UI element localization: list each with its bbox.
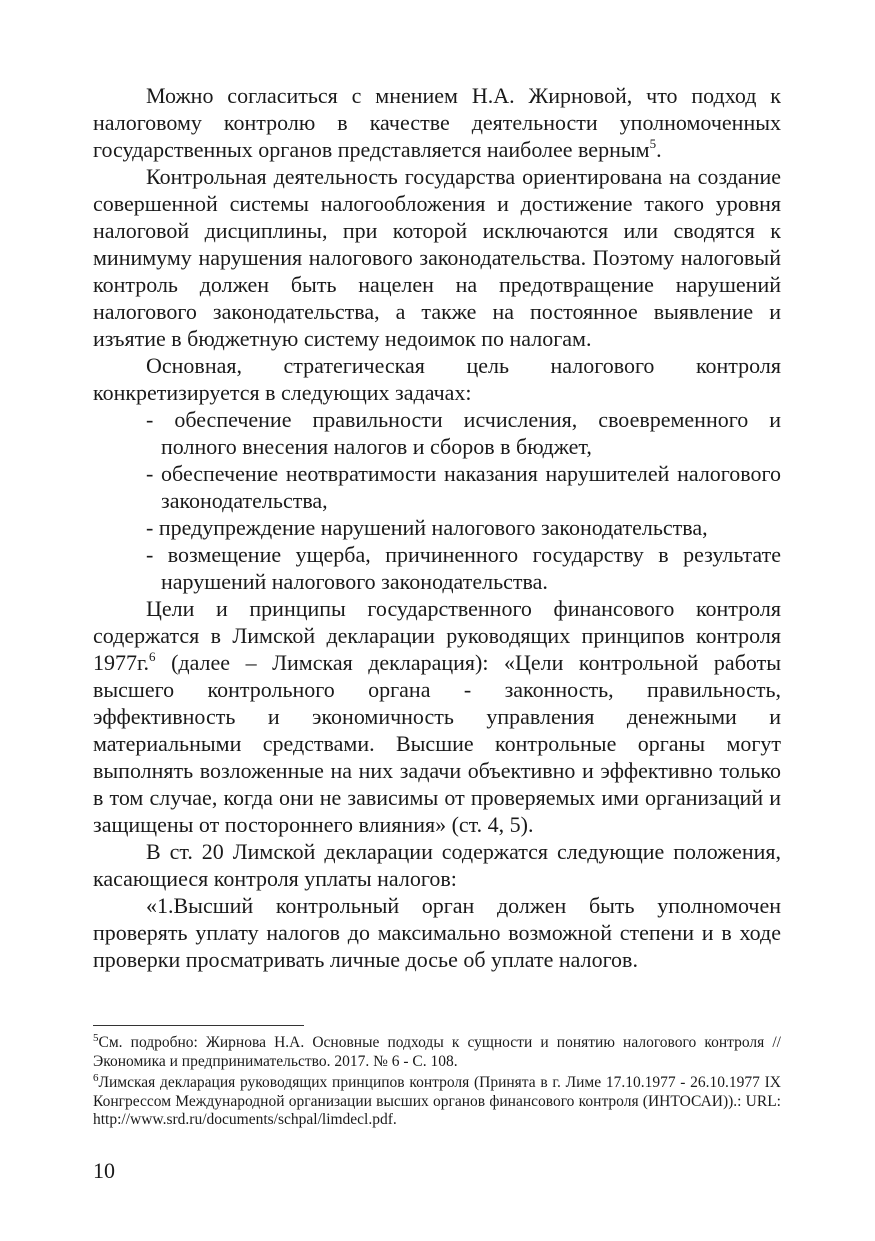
- footnote-6: $^6$Лимская декларация руководящих принципов контроля (Принята в г. Лиме 17.10.1977 - 26.10.1977 IX Конгрессом Международной организации высших органов финансового контроля (ИНТОСАИ)).: URL: http://www.srd.ru/documents/schpal/limdecl.pdf.: [93, 1071, 781, 1128]
- page-number: 10: [93, 1158, 115, 1183]
- paragraph-lima-declaration: Цели и принципы государственного финансового контроля содержатся в Лимской декларации руководящих принципов контроля 1977г.$^6$ (далее – Лимская декларация): «Цели контрольной работы высшего контрольного органа - законность, правильность, эффективность и экономичность управления денежными и материальными средствами. Высшие контрольные органы могут выполнять возложенные на них задачи объективно и эффективно только в том случае, когда они не зависимы от проверяемых ими организаций и защищены от постороннего влияния» (ст. 4, 5).: [93, 596, 781, 837]
- task-list: [93, 406, 781, 595]
- footnote-mark: 5: [93, 1031, 99, 1044]
- footnote-ref-5[interactable]: 5: [649, 135, 657, 151]
- footnote-mark: 6: [93, 1071, 99, 1084]
- paragraph-strategic-goal: Основная, стратегическая цель налогового контроля конкретизируется в следующих задачах:: [93, 353, 781, 405]
- list-item: - возмещение ущерба, причиненного государству в результате нарушений налогового законодательства.: [146, 542, 781, 594]
- paragraph-article-20: В ст. 20 Лимской декларации содержатся следующие положения, касающиеся контроля уплаты налогов:: [93, 839, 781, 891]
- footnote-5: $^5$См. подробно: Жирнова Н.А. Основные подходы к сущности и понятию налогового контроля // Экономика и предпринимательство. 2017. № 6 - С. 108.: [93, 1031, 781, 1070]
- paragraph-quote-1: «1.Высший контрольный орган должен быть уполномочен проверять уплату налогов до максимально возможной степени и в ходе проверки просматривать личные досье об уплате налогов.: [93, 893, 781, 972]
- list-item: - предупреждение нарушений налогового законодательства,: [146, 515, 708, 540]
- list-item: - обеспечение неотвратимости наказания нарушителей налогового законодательства,: [146, 461, 781, 513]
- page-body: [93, 82, 781, 973]
- footnote-ref-6[interactable]: 6: [149, 648, 156, 664]
- paragraph-control-activity: Контрольная деятельность государства ориентирована на создание совершенной системы налогообложения и достижение такого уровня налоговой дисциплины, при которой исключаются или сводятся к минимуму нарушения налогового законодательства. Поэтому налоговый контроль должен быть нацелен на предотвращение нарушений налогового законодательства, а также на постоянное выявление и изъятие в бюджетную систему недоимок по налогам.: [93, 164, 781, 351]
- footnote-divider: [93, 1025, 304, 1026]
- list-item: - обеспечение правильности исчисления, своевременного и полного внесения налогов и сборов в бюджет,: [146, 407, 781, 459]
- footnotes: [93, 1025, 781, 1133]
- paragraph-zhirnova-opinion: Можно согласиться с мнением Н.А. Жирновой, что подход к налоговому контролю в качестве деятельности уполномоченных государственных органов представляется наиболее верным$^5$.: [93, 83, 781, 162]
